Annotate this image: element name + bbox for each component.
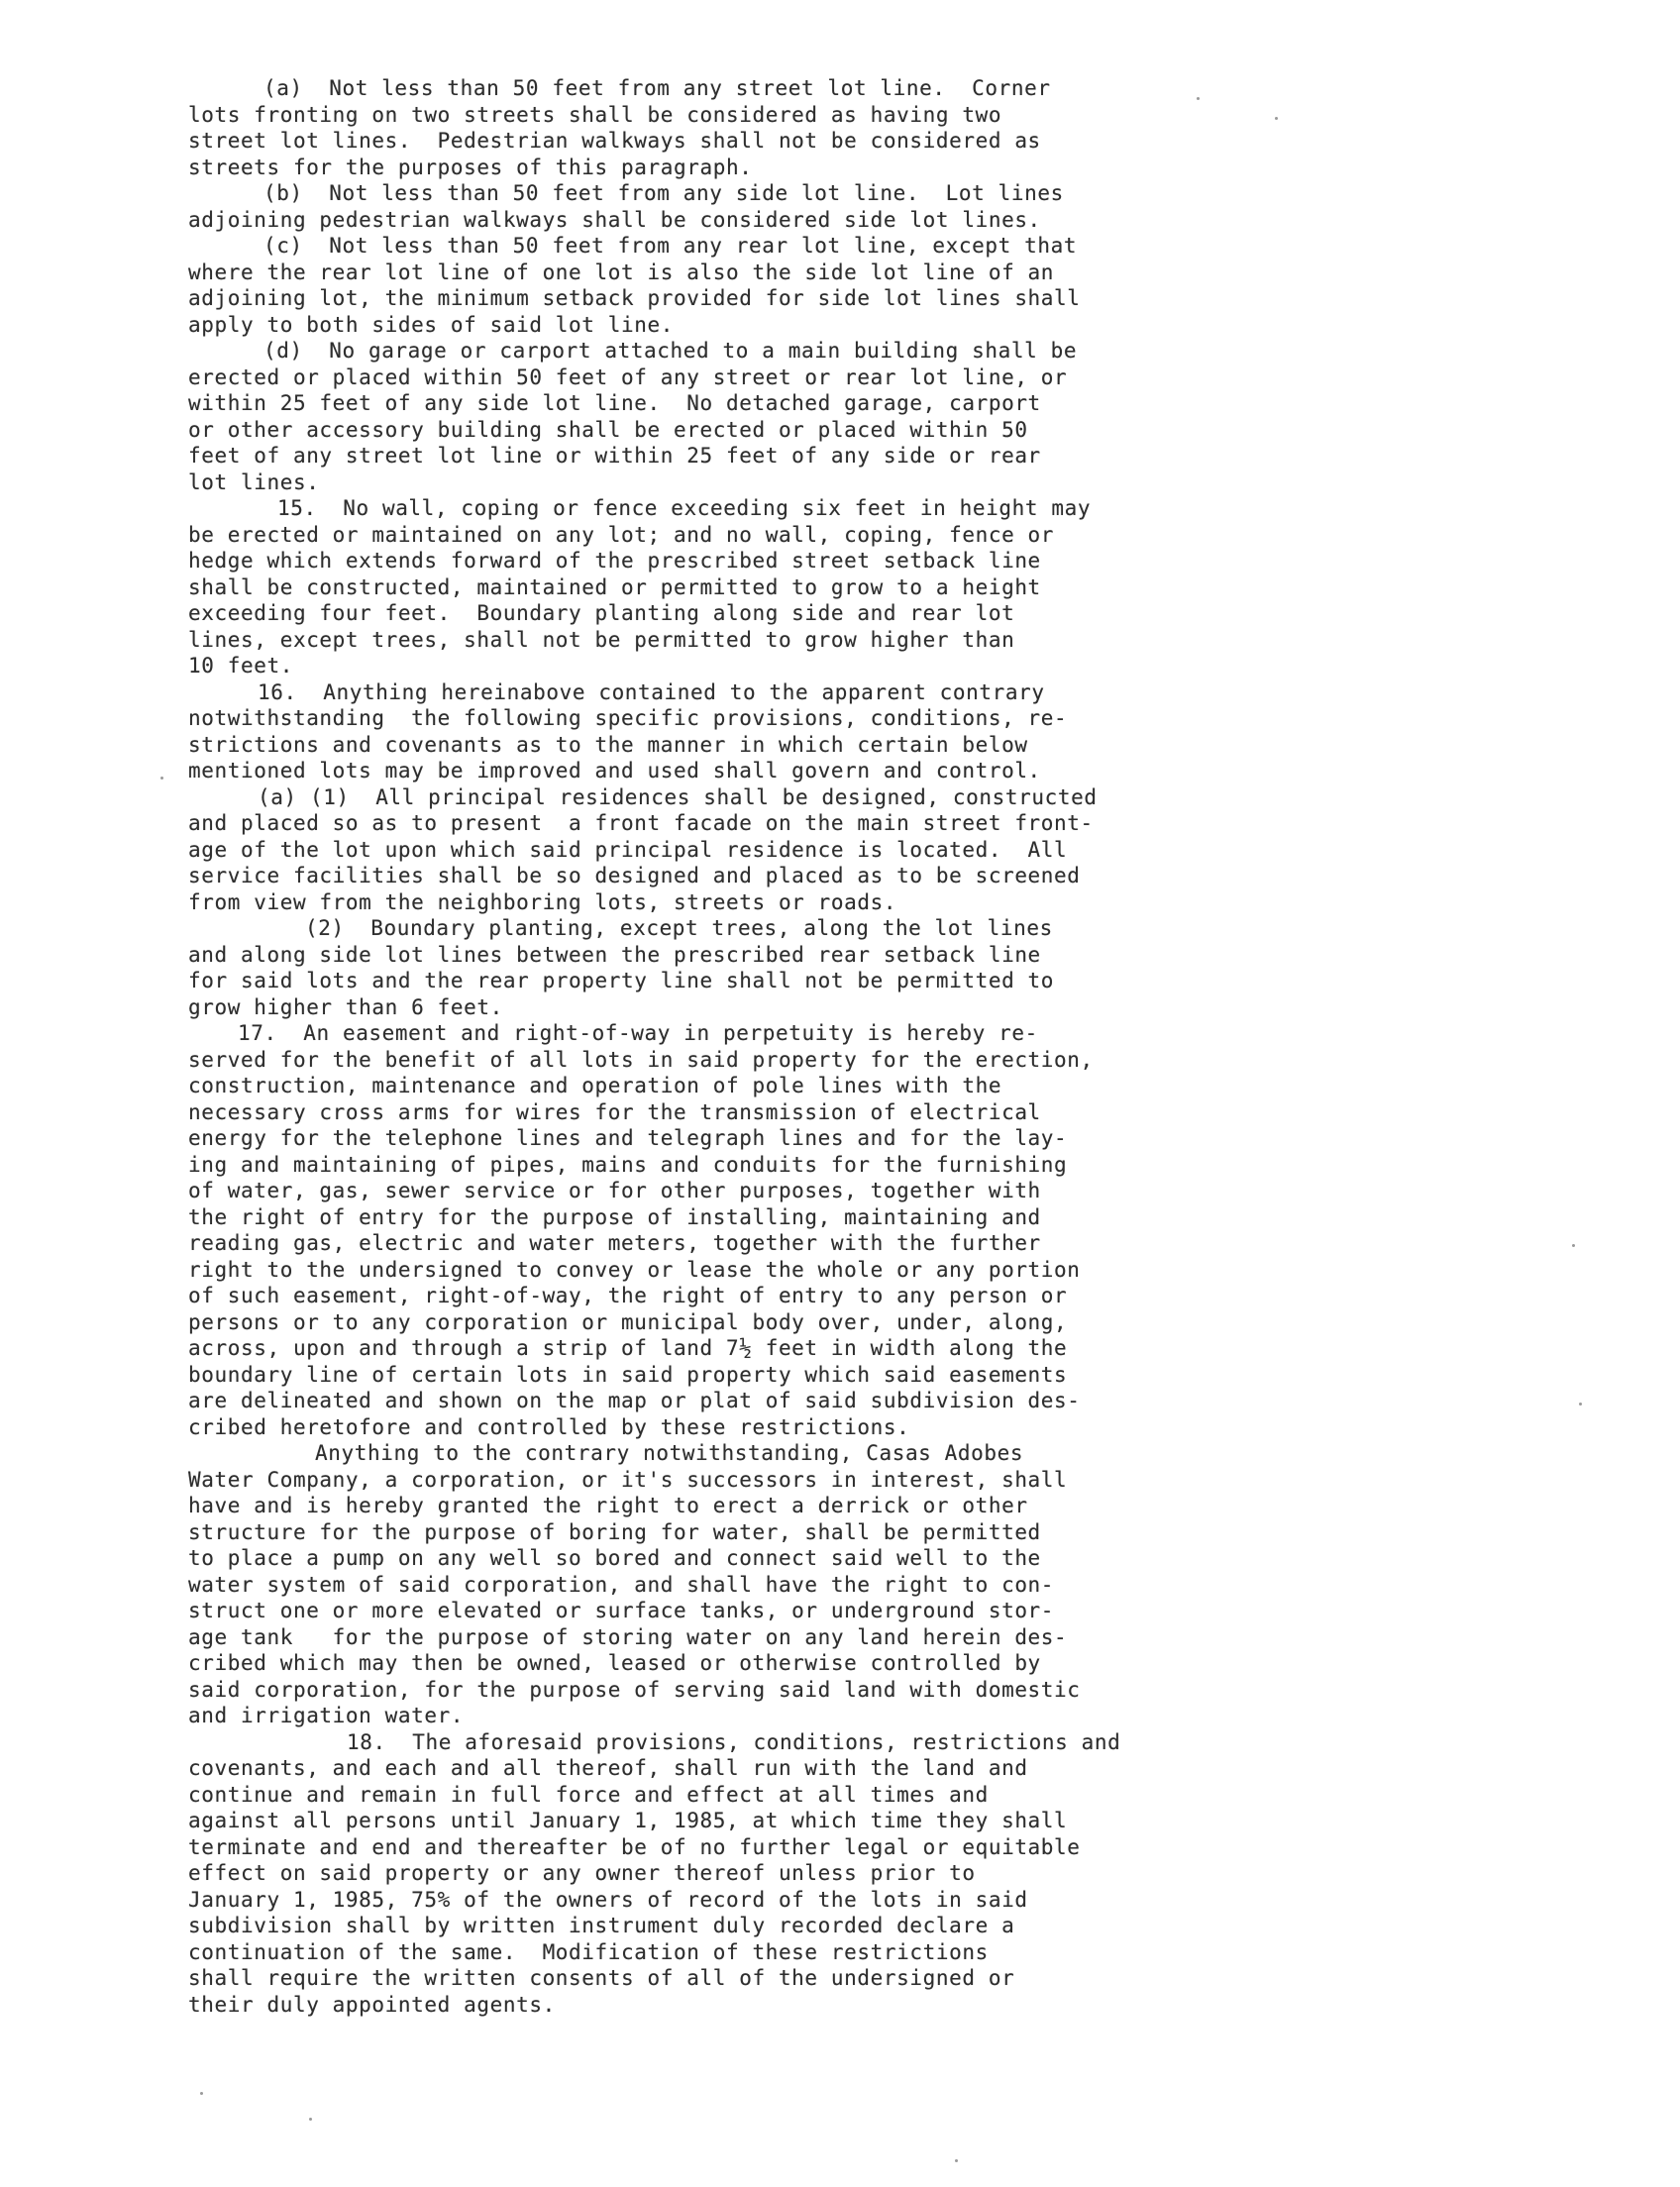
scan-speck — [200, 2092, 203, 2095]
text-line: 10 feet. — [188, 654, 293, 677]
text-line: continuation of the same. Modification of these restrictions — [188, 1939, 989, 1964]
text-line: against all persons until January 1, 1985, at which time they shall — [188, 1809, 1068, 1832]
text-line: across, upon and through a strip of land 7½ feet in width along the — [188, 1336, 1068, 1360]
scan-speck — [1197, 97, 1200, 100]
text-line: said corporation, for the purpose of serving said land with domestic — [188, 1677, 1081, 1702]
text-line: adjoining lot, the minimum setback provided for side lot lines shall — [188, 286, 1081, 310]
text-line: erected or placed within 50 feet of any street or rear lot line, or — [188, 364, 1068, 389]
text-line: necessary cross arms for wires for the transmission of electrical — [188, 1099, 1041, 1124]
text-line: and along side lot lines between the prescribed rear setback line — [188, 942, 1041, 967]
text-line: 17. An easement and right-of-way in perpetuity is hereby re- — [238, 1021, 1038, 1045]
scan-speck — [955, 2159, 958, 2162]
text-line: Water Company, a corporation, or it's successors in interest, shall — [188, 1467, 1068, 1492]
text-line: the right of entry for the purpose of installing, maintaining and — [188, 1204, 1041, 1229]
scan-speck — [1579, 1403, 1582, 1406]
text-line: of water, gas, sewer service or for other purposes, together with — [188, 1179, 1041, 1202]
text-line: shall require the written consents of all of the undersigned or — [188, 1966, 1015, 1990]
text-line: feet of any street lot line or within 25 feet of any side or rear — [188, 444, 1041, 468]
scan-speck — [309, 2118, 312, 2121]
text-line: January 1, 1985, 75% of the owners of record of the lots in said — [188, 1887, 1028, 1912]
text-line: lot lines. — [188, 469, 320, 494]
text-line: adjoining pedestrian walkways shall be considered side lot lines. — [188, 207, 1041, 232]
text-line: subdivision shall by written instrument duly recorded declare a — [188, 1914, 1015, 1937]
text-line: reading gas, electric and water meters, together with the further — [188, 1231, 1041, 1255]
text-line: exceeding four feet. Boundary planting along side and rear lot — [188, 601, 1015, 625]
text-line: struct one or more elevated or surface tanks, or underground stor- — [188, 1599, 1055, 1622]
text-line: be erected or maintained on any lot; and no wall, coping, fence or — [188, 522, 1055, 547]
text-line: or other accessory building shall be erected or placed within 50 — [188, 417, 1028, 442]
text-line: notwithstanding the following specific provisions, conditions, re- — [188, 706, 1068, 730]
text-line: construction, maintenance and operation of pole lines with the — [188, 1074, 1002, 1097]
text-line: ing and maintaining of pipes, mains and conduits for the furnishing — [188, 1152, 1068, 1177]
scan-speck — [1572, 1244, 1575, 1247]
text-line: terminate and end and thereafter be of no further legal or equitable — [188, 1834, 1081, 1859]
text-line: water system of said corporation, and shall have the right to con- — [188, 1572, 1055, 1597]
text-line: and placed so as to present a front facade on the main street front- — [188, 811, 1094, 835]
text-line: age tank for the purpose of storing water on any land herein des- — [188, 1624, 1068, 1649]
text-line: (2) Boundary planting, except trees, along the lot lines — [305, 916, 1053, 940]
text-line: for said lots and the rear property line shall not be permitted to — [188, 969, 1055, 992]
text-line: street lot lines. Pedestrian walkways shall not be considered as — [188, 129, 1041, 153]
text-line: continue and remain in full force and effect at all times and — [188, 1782, 989, 1807]
text-line: and irrigation water. — [188, 1704, 465, 1727]
text-line: hedge which extends forward of the prescribed street setback line — [188, 549, 1041, 573]
text-line: strictions and covenants as to the manner in which certain below — [188, 732, 1028, 757]
text-line: of such easement, right-of-way, the right of entry to any person or — [188, 1284, 1068, 1307]
text-line: are delineated and shown on the map or plat of said subdivision des- — [188, 1389, 1081, 1412]
text-line: (a) (1) All principal residences shall be designed, constructed — [258, 784, 1098, 809]
text-line: persons or to any corporation or municipal body over, under, along, — [188, 1309, 1068, 1334]
text-line: (a) Not less than 50 feet from any street lot line. Corner — [263, 76, 1051, 100]
text-line: shall be constructed, maintained or permitted to grow to a height — [188, 574, 1041, 599]
text-line: where the rear lot line of one lot is also the side lot line of an — [188, 260, 1055, 284]
text-line: boundary line of certain lots in said property which said easements — [188, 1362, 1068, 1387]
text-line: effect on said property or any owner thereof unless prior to — [188, 1861, 976, 1885]
text-line: (c) Not less than 50 feet from any rear lot line, except that — [263, 234, 1078, 258]
text-line: cribed heretofore and controlled by these restrictions. — [188, 1414, 910, 1439]
typewritten-text-body — [188, 75, 1496, 2018]
text-line: to place a pump on any well so bored and connect said well to the — [188, 1546, 1041, 1570]
text-line: energy for the telephone lines and telegraph lines and for the lay- — [188, 1126, 1068, 1150]
scan-speck — [160, 777, 163, 780]
text-line: right to the undersigned to convey or lease the whole or any portion — [188, 1257, 1081, 1282]
text-line: age of the lot upon which said principal residence is located. All — [188, 837, 1068, 862]
text-line: 16. Anything hereinabove contained to the apparent contrary — [258, 679, 1045, 704]
scan-speck — [1275, 117, 1278, 120]
text-line: service facilities shall be so designed and placed as to be screened — [188, 864, 1081, 887]
text-line: apply to both sides of said lot line. — [188, 312, 674, 337]
text-line: their duly appointed agents. — [188, 1992, 556, 2017]
text-line: mentioned lots may be improved and used shall govern and control. — [188, 759, 1041, 782]
text-line: within 25 feet of any side lot line. No detached garage, carport — [188, 391, 1041, 415]
text-line: grow higher than 6 feet. — [188, 994, 503, 1019]
text-line: Anything to the contrary notwithstanding, Casas Adobes — [315, 1441, 1024, 1465]
text-line: cribed which may then be owned, leased or otherwise controlled by — [188, 1651, 1041, 1675]
text-line: covenants, and each and all thereof, shall run with the land and — [188, 1756, 1028, 1780]
text-line: lots fronting on two streets shall be considered as having two — [188, 102, 1002, 127]
text-line: streets for the purposes of this paragraph. — [188, 155, 753, 179]
text-line: served for the benefit of all lots in said property for the erection, — [188, 1047, 1094, 1072]
text-line: 18. The aforesaid provisions, conditions, restrictions and — [347, 1729, 1121, 1754]
text-line: structure for the purpose of boring for water, shall be permitted — [188, 1519, 1041, 1544]
text-line: 15. No wall, coping or fence exceeding six feet in height may — [277, 496, 1092, 520]
text-line: (b) Not less than 50 feet from any side lot line. Lot lines — [263, 181, 1064, 205]
text-line: have and is hereby granted the right to erect a derrick or other — [188, 1494, 1028, 1517]
text-line: from view from the neighboring lots, streets or roads. — [188, 889, 897, 914]
text-line: (d) No garage or carport attached to a main building shall be — [263, 339, 1078, 363]
text-line: lines, except trees, shall not be permitted to grow higher than — [188, 627, 1015, 652]
